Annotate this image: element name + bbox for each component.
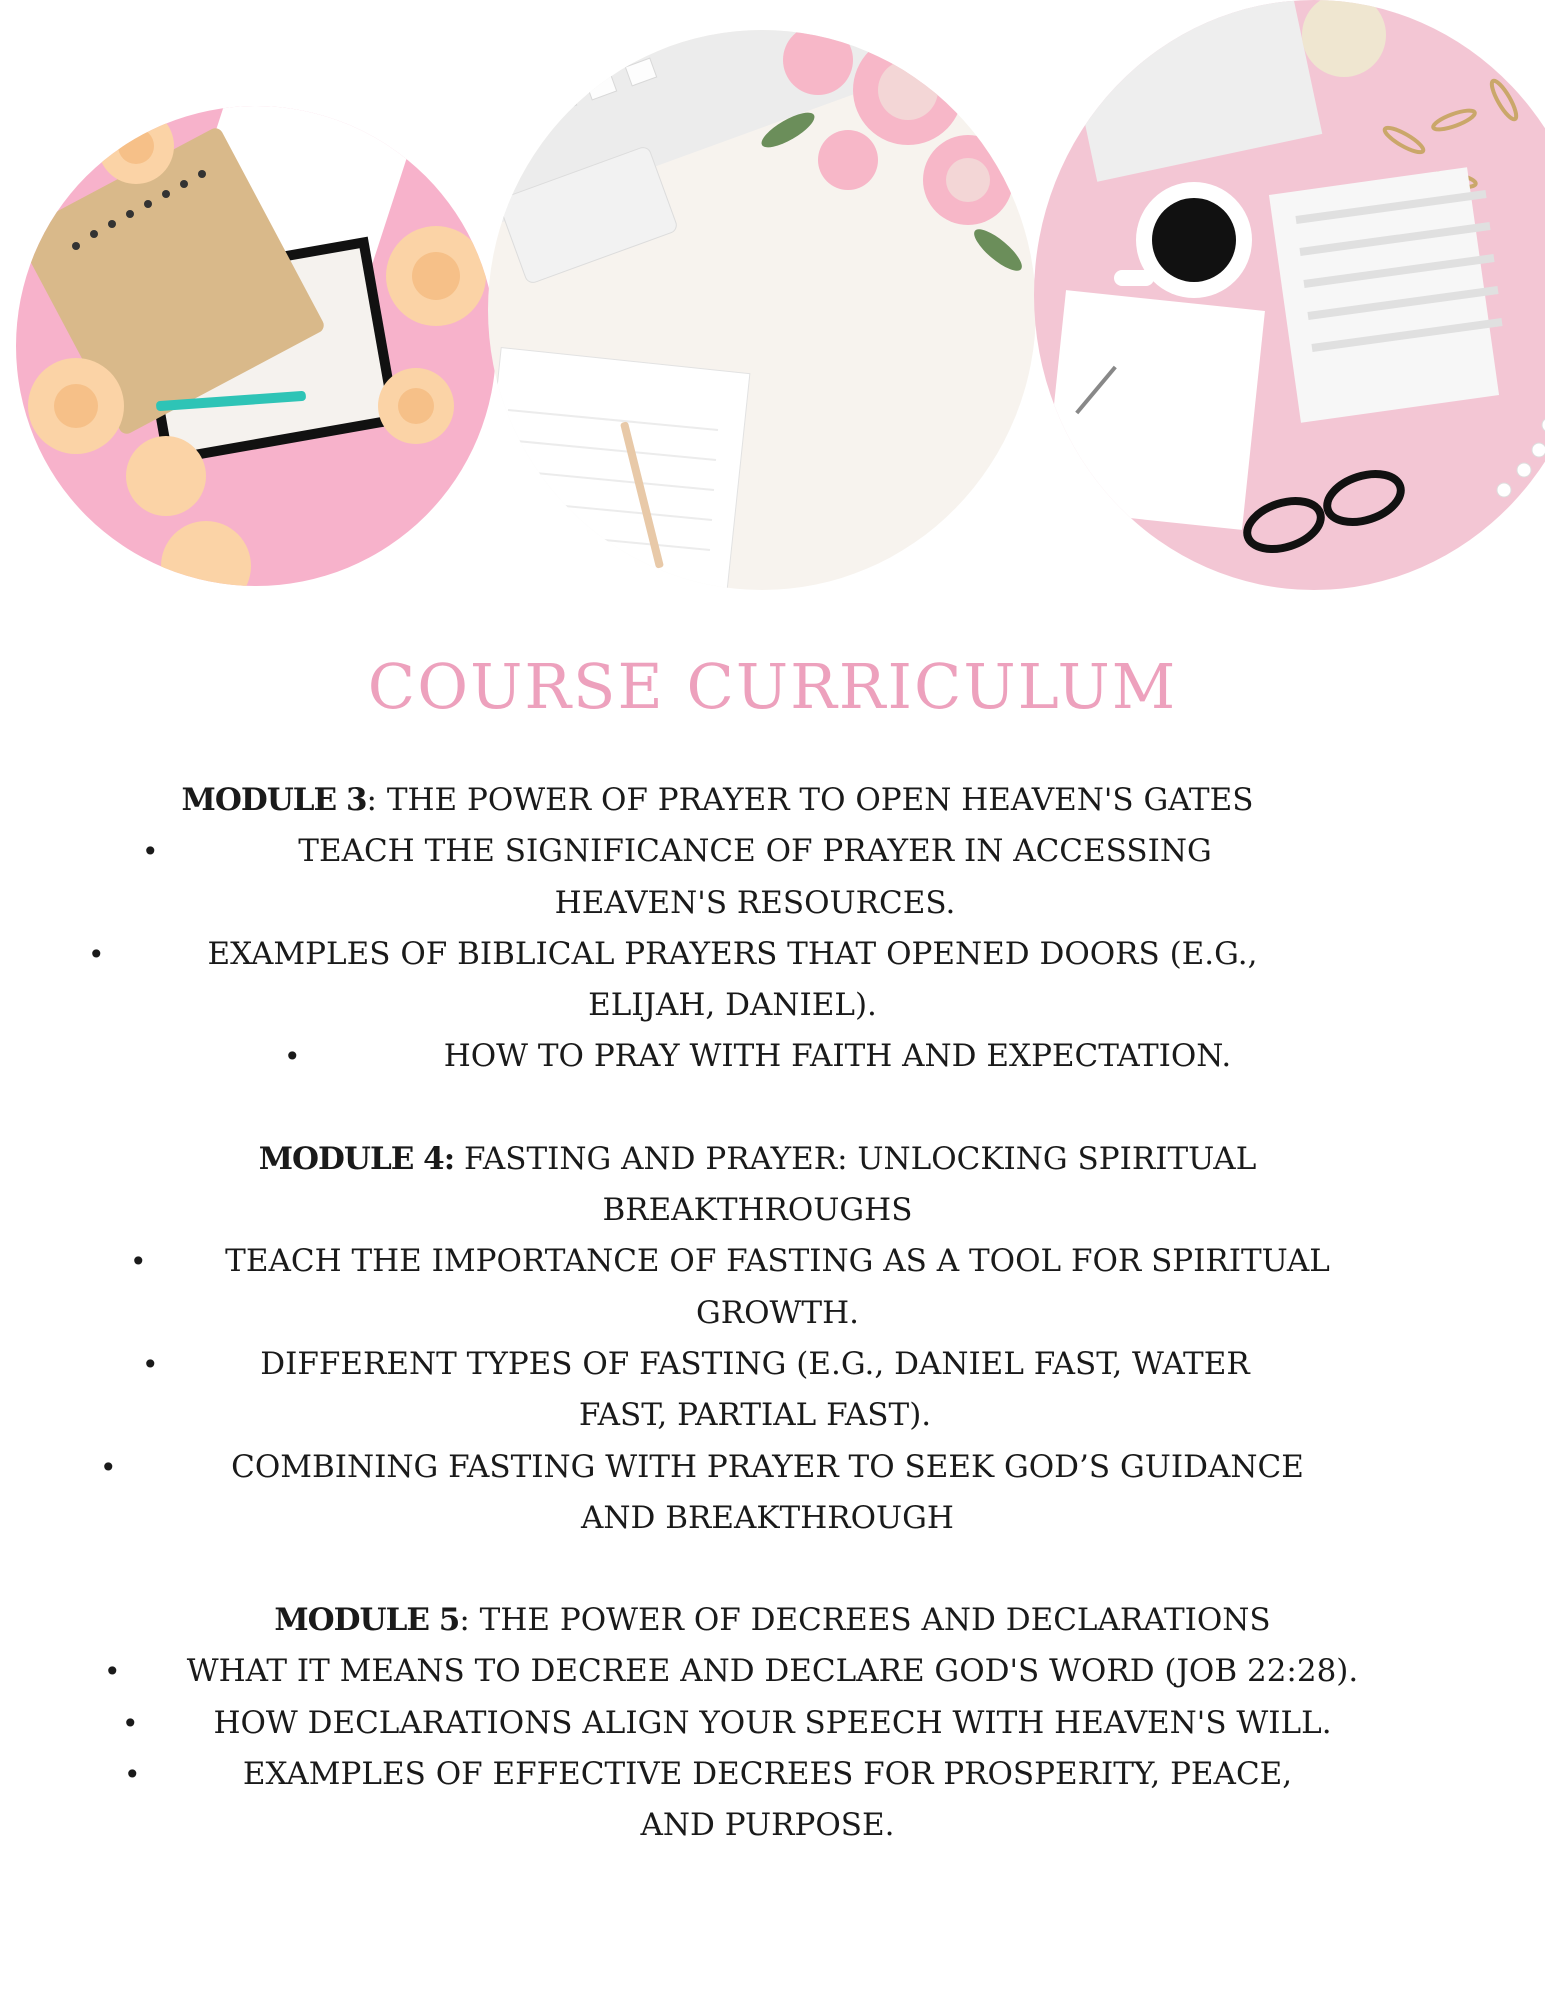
module-title: THE POWER OF DECREES AND DECLARATIONS	[469, 1602, 1271, 1639]
module-bullets	[80, 826, 1465, 1082]
bullet-icon: •	[124, 1758, 141, 1792]
module-heading	[80, 1595, 1465, 1646]
bullet-icon: •	[122, 1706, 139, 1740]
list-item	[80, 1698, 1465, 1749]
module-bullets	[80, 1236, 1465, 1544]
bullet-icon: •	[284, 1040, 301, 1074]
list-item-text: DIFFERENT TYPES OF FASTING (E.G., DANIEL FAST, WATER FAST, PARTIAL FAST).	[260, 1345, 1250, 1434]
bullet-icon: •	[100, 1450, 117, 1484]
module-4	[80, 1134, 1465, 1544]
list-item-text: TEACH THE IMPORTANCE OF FASTING AS A TOOL FOR SPIRITUAL GROWTH.	[225, 1243, 1330, 1331]
list-item	[80, 1442, 1465, 1545]
list-item	[80, 929, 1465, 1032]
module-label: MODULE 3	[181, 782, 367, 818]
module-heading	[80, 775, 1465, 826]
bullet-icon: •	[130, 1245, 147, 1279]
page-title: COURSE CURRICULUM	[367, 650, 1178, 723]
bullet-icon: •	[142, 1347, 159, 1381]
coffee-glasses-photo	[1034, 0, 1545, 590]
module-title: FASTING AND PRAYER: UNLOCKING SPIRITUAL BREAKTHROUGHS	[454, 1140, 1257, 1229]
curriculum-body	[80, 775, 1465, 1903]
list-item-text: TEACH THE SIGNIFICANCE OF PRAYER IN ACCESSING HEAVEN'S RESOURCES.	[298, 833, 1212, 921]
list-item-text: HOW TO PRAY WITH FAITH AND EXPECTATION.	[443, 1038, 1232, 1075]
module-3	[80, 775, 1465, 1083]
list-item-text: HOW DECLARATIONS ALIGN YOUR SPEECH WITH HEAVEN'S WILL.	[213, 1704, 1332, 1741]
keyboard-peonies-photo	[488, 30, 1036, 590]
list-item-text: EXAMPLES OF EFFECTIVE DECREES FOR PROSPERITY, PEACE, AND PURPOSE.	[242, 1756, 1293, 1844]
module-heading	[80, 1134, 1465, 1237]
list-item-text: EXAMPLES OF BIBLICAL PRAYERS THAT OPENED DOORS (E.G., ELIJAH, DANIEL).	[207, 935, 1258, 1024]
module-label: MODULE 4:	[258, 1140, 455, 1177]
coffee-glasses-illustration	[1034, 0, 1545, 590]
list-item	[80, 1236, 1465, 1339]
module-separator: :	[366, 782, 377, 818]
module-5	[80, 1595, 1465, 1851]
list-item-text: WHAT IT MEANS TO DECREE AND DECLARE GOD'S WORD (JOB 22:28).	[186, 1653, 1359, 1690]
list-item	[80, 1339, 1465, 1442]
module-label: MODULE 5	[274, 1602, 460, 1639]
module-title: THE POWER OF PRAYER TO OPEN HEAVEN'S GATES	[376, 782, 1254, 818]
list-item	[80, 1646, 1465, 1697]
list-item-text: COMBINING FASTING WITH PRAYER TO SEEK GOD’S GUIDANCE AND BREAKTHROUGH	[231, 1448, 1304, 1536]
keyboard-peonies-illustration	[488, 30, 1036, 590]
list-item	[80, 826, 1465, 929]
bullet-icon: •	[104, 1655, 121, 1689]
bullet-icon: •	[88, 937, 105, 971]
bullet-icon: •	[142, 835, 159, 869]
list-item	[80, 1031, 1465, 1082]
notebook-roses-photo	[16, 106, 496, 586]
notebook-roses-illustration	[16, 106, 496, 586]
list-item	[80, 1749, 1465, 1852]
module-bullets	[80, 1646, 1465, 1851]
module-separator: :	[459, 1602, 470, 1639]
